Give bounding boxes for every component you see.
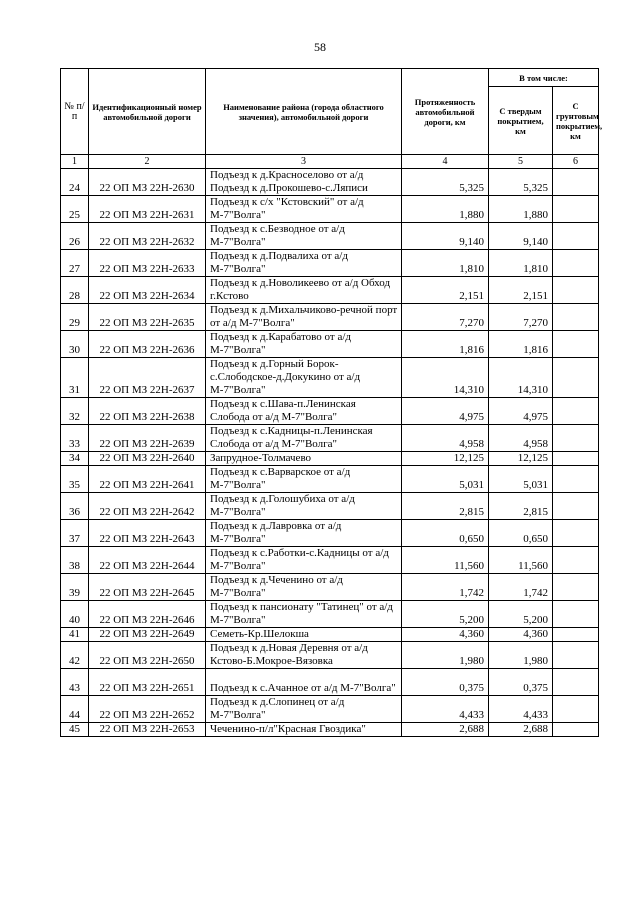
road-name: Подъезд к с.Варварское от а/д М-7"Волга" [206,466,402,493]
road-name: Подъезд к д.Слопинец от а/д М-7"Волга" [206,696,402,723]
row-number: 45 [61,723,89,737]
table-row [61,331,599,358]
row-number: 26 [61,223,89,250]
road-length: 9,140 [402,223,489,250]
road-name: Подъезд к д.Голошубиха от а/д М-7"Волга" [206,493,402,520]
road-id: 22 ОП МЗ 22Н-2636 [89,331,206,358]
road-name: Подъезд к д.Чеченино от а/д М-7"Волга" [206,574,402,601]
dirt-surface-length [553,223,599,250]
road-id: 22 ОП МЗ 22Н-2650 [89,642,206,669]
road-name: Запрудное-Толмачево [206,452,402,466]
road-length: 4,360 [402,628,489,642]
road-length: 4,958 [402,425,489,452]
road-name: Подъезд к д.Подвалиха от а/д М-7"Волга" [206,250,402,277]
hard-surface-length: 0,375 [489,669,553,696]
dirt-surface-length [553,642,599,669]
road-length: 7,270 [402,304,489,331]
road-name: Семеть-Кр.Шелокша [206,628,402,642]
table-row [61,723,599,737]
road-name: Подъезд к д.Новая Деревня от а/д Кстово-Б.Мокрое-Вязовка [206,642,402,669]
road-length: 4,975 [402,398,489,425]
hard-surface-length: 5,031 [489,466,553,493]
road-name: Подъезд к д.Новоликеево от а/д Обход г.Кстово [206,277,402,304]
hard-surface-length: 5,200 [489,601,553,628]
dirt-surface-length [553,452,599,466]
page-number: 58 [314,40,326,54]
dirt-surface-length [553,601,599,628]
table-row [61,466,599,493]
road-length: 0,375 [402,669,489,696]
dirt-surface-length [553,277,599,304]
dirt-surface-length [553,520,599,547]
row-number: 31 [61,358,89,398]
road-id: 22 ОП МЗ 22Н-2634 [89,277,206,304]
hard-surface-length: 4,360 [489,628,553,642]
road-name: Подъезд к пансионату "Татинец" от а/д М-7"Волга" [206,601,402,628]
road-name: Подъезд к с.Шава-п.Ленинская Слобода от а/д М-7"Волга" [206,398,402,425]
road-length: 2,688 [402,723,489,737]
header-hard: С твердым покрытием, км [489,87,553,155]
hard-surface-length: 9,140 [489,223,553,250]
road-name: Подъезд к д.Горный Борок-с.Слободское-д.Докукино от а/д М-7"Волга" [206,358,402,398]
road-length: 2,815 [402,493,489,520]
dirt-surface-length [553,425,599,452]
column-number: 3 [206,155,402,169]
road-id: 22 ОП МЗ 22Н-2637 [89,358,206,398]
hard-surface-length: 1,880 [489,196,553,223]
dirt-surface-length [553,669,599,696]
road-id: 22 ОП МЗ 22Н-2641 [89,466,206,493]
dirt-surface-length [553,466,599,493]
hard-surface-length: 1,816 [489,331,553,358]
table-row [61,358,599,398]
road-id: 22 ОП МЗ 22Н-2640 [89,452,206,466]
road-id: 22 ОП МЗ 22Н-2651 [89,669,206,696]
row-number: 35 [61,466,89,493]
row-number: 44 [61,696,89,723]
table-row [61,642,599,669]
row-number: 39 [61,574,89,601]
row-number: 32 [61,398,89,425]
dirt-surface-length [553,628,599,642]
road-id: 22 ОП МЗ 22Н-2646 [89,601,206,628]
road-length: 14,310 [402,358,489,398]
road-id: 22 ОП МЗ 22Н-2653 [89,723,206,737]
column-number: 1 [61,155,89,169]
road-name: Чеченино-п/л"Красная Гвоздика" [206,723,402,737]
hard-surface-length: 1,742 [489,574,553,601]
road-id: 22 ОП МЗ 22Н-2630 [89,169,206,196]
table-row [61,304,599,331]
hard-surface-length: 1,980 [489,642,553,669]
roads-table [60,68,603,737]
row-number: 30 [61,331,89,358]
row-number: 33 [61,425,89,452]
row-number: 24 [61,169,89,196]
header-group: В том числе: [489,69,599,87]
road-name: Подъезд к д.Красноселово от а/д Подъезд к д.Прокошево-с.Ляписи [206,169,402,196]
road-name: Подъезд к с.Безводное от а/д М-7"Волга" [206,223,402,250]
row-number: 40 [61,601,89,628]
road-name: Подъезд к с/х "Кстовский" от а/д М-7"Волга" [206,196,402,223]
header-name: Наименование района (города областного значения), автомобильной дороги [206,69,402,155]
column-number: 4 [402,155,489,169]
hard-surface-length: 4,958 [489,425,553,452]
road-length: 12,125 [402,452,489,466]
row-number: 41 [61,628,89,642]
row-number: 38 [61,547,89,574]
table-row [61,452,599,466]
hard-surface-length: 4,975 [489,398,553,425]
header-length: Протяженность автомобильной дороги, км [402,69,489,155]
road-id: 22 ОП МЗ 22Н-2652 [89,696,206,723]
hard-surface-length: 12,125 [489,452,553,466]
table-row [61,628,599,642]
road-name: Подъезд к д.Карабатово от а/д М-7"Волга" [206,331,402,358]
row-number: 34 [61,452,89,466]
road-length: 1,880 [402,196,489,223]
road-id: 22 ОП МЗ 22Н-2642 [89,493,206,520]
road-name: Подъезд к с.Кадницы-п.Ленинская Слобода от а/д М-7"Волга" [206,425,402,452]
road-name: Подъезд к д.Лавровка от а/д М-7"Волга" [206,520,402,547]
road-name: Подъезд к д.Михальчиково-речной порт от а/д М-7"Волга" [206,304,402,331]
table-row [61,520,599,547]
road-id: 22 ОП МЗ 22Н-2631 [89,196,206,223]
road-id: 22 ОП МЗ 22Н-2644 [89,547,206,574]
road-id: 22 ОП МЗ 22Н-2645 [89,574,206,601]
dirt-surface-length [553,250,599,277]
dirt-surface-length [553,331,599,358]
table-row [61,196,599,223]
road-name: Подъезд к с.Ачанное от а/д М-7"Волга" [206,669,402,696]
dirt-surface-length [553,169,599,196]
road-length: 1,810 [402,250,489,277]
road-id: 22 ОП МЗ 22Н-2633 [89,250,206,277]
road-length: 4,433 [402,696,489,723]
table-row [61,547,599,574]
header-id: Идентификационный номер автомобильной дороги [89,69,206,155]
dirt-surface-length [553,723,599,737]
hard-surface-length: 7,270 [489,304,553,331]
hard-surface-length: 14,310 [489,358,553,398]
table-row [61,601,599,628]
dirt-surface-length [553,304,599,331]
row-number: 28 [61,277,89,304]
road-name: Подъезд к с.Работки-с.Кадницы от а/д М-7"Волга" [206,547,402,574]
column-number: 6 [553,155,599,169]
row-number: 29 [61,304,89,331]
table-row [61,696,599,723]
dirt-surface-length [553,547,599,574]
dirt-surface-length [553,358,599,398]
table-row [61,425,599,452]
road-id: 22 ОП МЗ 22Н-2643 [89,520,206,547]
table-row [61,398,599,425]
row-number: 36 [61,493,89,520]
hard-surface-length: 2,151 [489,277,553,304]
row-number: 37 [61,520,89,547]
road-length: 0,650 [402,520,489,547]
hard-surface-length: 2,815 [489,493,553,520]
dirt-surface-length [553,196,599,223]
road-length: 1,980 [402,642,489,669]
table-row [61,169,599,196]
road-length: 1,742 [402,574,489,601]
table-row [61,574,599,601]
header-no: № п/п [61,69,89,155]
dirt-surface-length [553,574,599,601]
row-number: 25 [61,196,89,223]
road-length: 11,560 [402,547,489,574]
hard-surface-length: 2,688 [489,723,553,737]
road-id: 22 ОП МЗ 22Н-2639 [89,425,206,452]
table-row [61,277,599,304]
column-number: 5 [489,155,553,169]
column-number: 2 [89,155,206,169]
row-number: 27 [61,250,89,277]
road-id: 22 ОП МЗ 22Н-2638 [89,398,206,425]
road-length: 1,816 [402,331,489,358]
hard-surface-length: 4,433 [489,696,553,723]
table-row [61,669,599,696]
table-row [61,250,599,277]
hard-surface-length: 5,325 [489,169,553,196]
header-dirt: С грунтовым покрытием, км [553,87,599,155]
road-length: 5,200 [402,601,489,628]
hard-surface-length: 11,560 [489,547,553,574]
row-number: 42 [61,642,89,669]
road-length: 5,325 [402,169,489,196]
road-id: 22 ОП МЗ 22Н-2635 [89,304,206,331]
table-row [61,493,599,520]
road-id: 22 ОП МЗ 22Н-2632 [89,223,206,250]
dirt-surface-length [553,493,599,520]
road-length: 5,031 [402,466,489,493]
dirt-surface-length [553,398,599,425]
road-length: 2,151 [402,277,489,304]
row-number: 43 [61,669,89,696]
road-id: 22 ОП МЗ 22Н-2649 [89,628,206,642]
hard-surface-length: 0,650 [489,520,553,547]
dirt-surface-length [553,696,599,723]
hard-surface-length: 1,810 [489,250,553,277]
table-row [61,223,599,250]
